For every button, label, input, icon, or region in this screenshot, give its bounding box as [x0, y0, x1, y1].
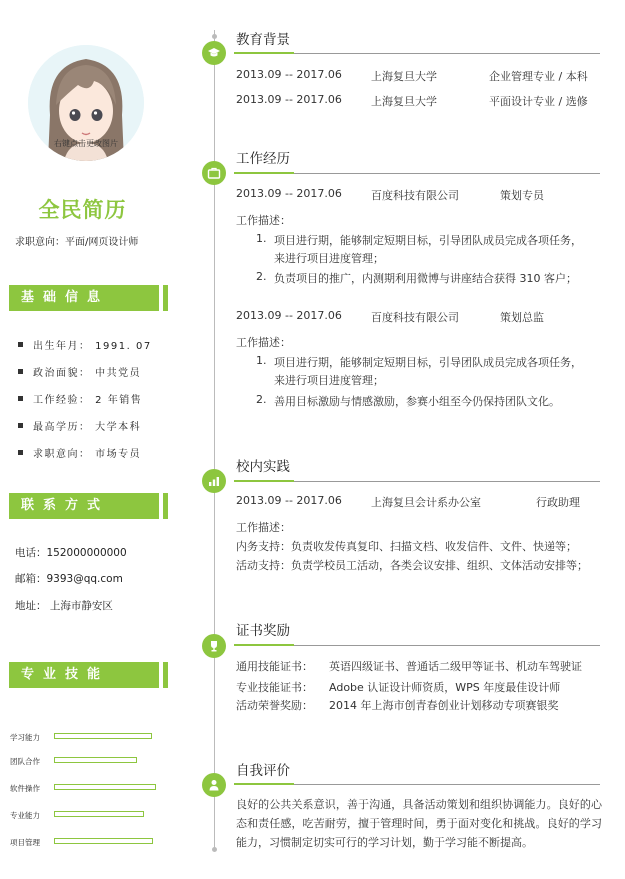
edu-major: 企业管理专业 / 本科	[489, 70, 588, 83]
skill-level-bar	[54, 733, 152, 739]
person-icon	[207, 778, 221, 792]
edu-period: 2013.09 -- 2017.06	[236, 68, 342, 81]
campus-rule-accent	[234, 480, 294, 482]
contact-email: 邮箱：9393@qq.com	[15, 573, 123, 585]
skill-level-bar	[54, 838, 153, 844]
job-desc-label: 工作描述：	[236, 336, 291, 349]
info-row-objective	[18, 445, 141, 460]
info-text: 出生年月： 1991. 07	[33, 341, 152, 352]
briefcase-icon	[207, 166, 221, 180]
work-icon-badge	[202, 161, 226, 185]
job-item-num: 2.	[256, 393, 267, 406]
self-eval-title: 自我评价	[236, 763, 290, 779]
job-item-text: 来进行项目进度管理；	[274, 374, 384, 387]
job-item-text: 项目进行期，能够制定短期目标，引导团队成员完成各项任务，	[274, 234, 582, 247]
skill-level-bar	[54, 811, 144, 817]
skill-row	[10, 782, 170, 794]
trophy-icon	[207, 639, 221, 653]
award-label: 通用技能证书：	[236, 660, 313, 673]
contact-phone: 电话：152000000000	[15, 547, 127, 559]
campus-role: 行政助理	[536, 496, 580, 509]
skill-row	[10, 731, 170, 743]
campus-period: 2013.09 -- 2017.06	[236, 494, 342, 507]
education-title: 教育背景	[236, 32, 290, 48]
work-rule-accent	[234, 172, 294, 174]
bullet-square-icon	[18, 396, 23, 401]
avatar[interactable]	[28, 45, 144, 161]
chart-icon	[207, 474, 221, 488]
award-label: 活动荣誉奖励：	[236, 699, 313, 712]
awards-title: 证书奖励	[236, 623, 290, 639]
contact-heading-tab	[163, 493, 168, 519]
skill-level-bar	[54, 784, 156, 790]
sidebar	[0, 0, 200, 879]
job-item-num: 2.	[256, 270, 267, 283]
job-item-text: 善用目标激励与情感激励，参赛小组至今仍保持团队文化。	[274, 395, 560, 408]
job-objective: 求职意向：平面/网页设计师	[15, 237, 139, 248]
info-row-education	[18, 418, 141, 433]
campus-line: 活动支持：负责学校员工活动，各类会议安排、组织、文体活动安排等；	[236, 559, 588, 572]
info-row-birth	[18, 337, 152, 352]
bullet-square-icon	[18, 369, 23, 374]
job-company: 百度科技有限公司	[371, 311, 459, 324]
bullet-square-icon	[18, 423, 23, 428]
edu-major: 平面设计专业 / 选修	[489, 95, 588, 108]
skill-label: 项目管理	[10, 838, 40, 847]
campus-desc-label: 工作描述：	[236, 521, 291, 534]
job-desc-label: 工作描述：	[236, 214, 291, 227]
skill-label: 软件操作	[10, 784, 40, 793]
avatar-caption: 右键点击更改图片	[54, 139, 118, 148]
edu-period: 2013.09 -- 2017.06	[236, 93, 342, 106]
self-eval-rule-accent	[234, 783, 294, 785]
skills-heading: 专业技能	[9, 662, 159, 688]
job-company: 百度科技有限公司	[371, 189, 459, 202]
award-value: 2014 年上海市创青春创业计划移动专项赛银奖	[329, 699, 559, 712]
basic-info-heading-tab	[163, 285, 168, 311]
contact-heading: 联系方式	[9, 493, 159, 519]
timeline-dot	[212, 34, 217, 39]
info-row-experience	[18, 391, 142, 406]
job-role: 策划总监	[500, 311, 544, 324]
award-value: Adobe 认证设计师资质，WPS 年度最佳设计师	[329, 681, 561, 694]
skill-row	[10, 755, 170, 767]
campus-icon-badge	[202, 469, 226, 493]
basic-info-heading: 基础信息	[9, 285, 159, 311]
timeline-line	[214, 30, 215, 850]
info-text: 政治面貌： 中共党员	[33, 368, 142, 379]
skill-label: 学习能力	[10, 733, 40, 742]
skill-row	[10, 836, 170, 848]
job-role: 策划专员	[500, 189, 544, 202]
job-period: 2013.09 -- 2017.06	[236, 309, 342, 322]
skill-label: 专业能力	[10, 811, 40, 820]
contact-address: 地址： 上海市静安区	[15, 600, 113, 612]
self-eval-text: 良好的公共关系意识，善于沟通，具备活动策划和组织协调能力。良好的心态和责任感，吃苦耐劳，擅于管理时间，勇于面对变化和挑战。良好的学习能力，习惯制定切实可行的学习计划，勤于学习能不断提高。	[236, 798, 602, 849]
info-row-politics	[18, 364, 141, 379]
edu-school: 上海复旦大学	[371, 70, 437, 83]
work-title: 工作经历	[236, 151, 290, 167]
info-text: 工作经验： 2 年销售	[33, 395, 143, 406]
job-period: 2013.09 -- 2017.06	[236, 187, 342, 200]
award-value: 英语四级证书、普通话二级甲等证书、机动车驾驶证	[329, 660, 582, 673]
job-item-text: 来进行项目进度管理；	[274, 252, 384, 265]
job-item-num: 1.	[256, 232, 267, 245]
award-label: 专业技能证书：	[236, 681, 313, 694]
edu-school: 上海复旦大学	[371, 95, 437, 108]
timeline-dot	[212, 847, 217, 852]
self-eval-icon-badge	[202, 773, 226, 797]
job-item-text: 项目进行期，能够制定短期目标，引导团队成员完成各项任务，	[274, 356, 582, 369]
education-icon-badge	[202, 41, 226, 65]
bullet-square-icon	[18, 450, 23, 455]
skill-level-bar	[54, 757, 137, 763]
job-item-num: 1.	[256, 354, 267, 367]
bullet-square-icon	[18, 342, 23, 347]
info-text: 最高学历： 大学本科	[33, 422, 142, 433]
skill-label: 团队合作	[10, 757, 40, 766]
awards-icon-badge	[202, 634, 226, 658]
education-rule-accent	[234, 52, 294, 54]
job-item-text: 负责项目的推广，内测期利用微博与讲座结合获得 310 客户；	[274, 272, 577, 285]
graduation-cap-icon	[207, 46, 221, 60]
skill-row	[10, 809, 170, 821]
campus-line: 内务支持：负责收发传真复印、扫描文档、收发信件、文件、快递等；	[236, 540, 577, 553]
campus-org: 上海复旦会计系办公室	[371, 496, 481, 509]
skills-heading-tab	[163, 662, 168, 688]
info-text: 求职意向： 市场专员	[33, 449, 142, 460]
campus-title: 校内实践	[236, 459, 290, 475]
awards-rule-accent	[234, 644, 294, 646]
candidate-name: 全民简历	[38, 198, 127, 222]
